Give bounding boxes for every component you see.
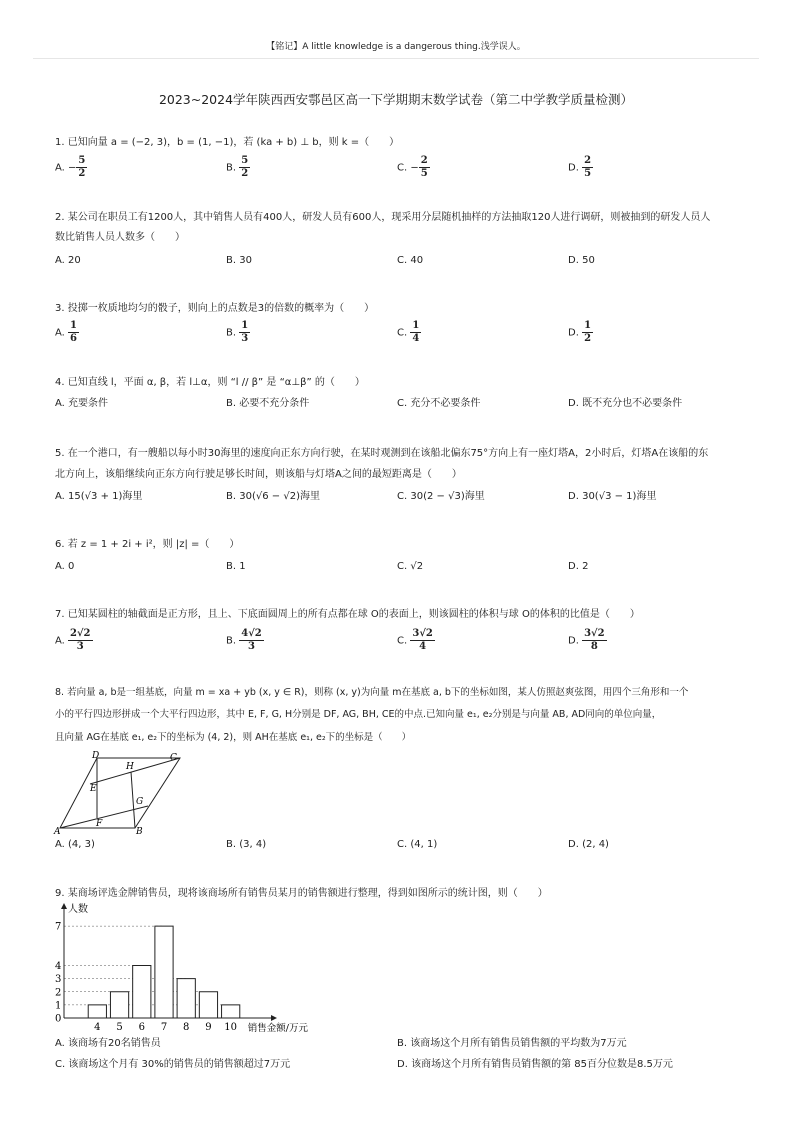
option-sign: − [410, 162, 419, 174]
option-label: B. [226, 561, 237, 572]
x-tick-label: 7 [160, 1022, 168, 1033]
page-title: 2023~2024学年陕西西安鄠邑区高一下学期期末数学试卷（第二中学教学质量检测） [158, 92, 634, 107]
numerator: 1 [241, 320, 249, 331]
outer-parallelogram [60, 758, 180, 828]
option-1a[interactable] [55, 155, 87, 180]
option-9a[interactable] [55, 1037, 161, 1051]
question-6-stem: 6. 若 z = 1 + 2i + i²，则 |z| =（ ） [55, 539, 240, 550]
x-tick-label: 4 [94, 1022, 101, 1033]
question-8-line-2: 小的平行四边形拼成一个大平行四边形，其中 E, F, G, H分别是 DF, AG, BH, CE的中点.已知向量 e₁, e₂分别是与向量 AB, AD同向的单位向量， [55, 709, 662, 720]
question-4-stem: 4. 已知直线 l，平面 α, β，若 l⊥α，则 “l // β” 是 “α⊥β” 的（ ） [55, 377, 365, 388]
option-label: C. [397, 635, 408, 647]
option-5c[interactable] [397, 490, 485, 504]
numerator: 5 [241, 155, 249, 166]
option-7a[interactable] [55, 628, 93, 653]
option-label: C. [397, 491, 408, 502]
x-tick-label: 5 [116, 1022, 123, 1033]
option-label: A. [55, 839, 65, 850]
fraction [410, 628, 435, 653]
option-3a[interactable] [55, 320, 79, 345]
option-2d[interactable] [568, 254, 595, 268]
option-label: C. [397, 398, 408, 409]
option-label: A. [55, 398, 65, 409]
option-text: 30(√6 − √2)海里 [239, 491, 320, 502]
denominator: 5 [584, 168, 592, 179]
parallelogram-figure [52, 748, 187, 836]
option-text: 必要不充分条件 [239, 398, 310, 409]
question-9-stem: 9. 某商场评选金牌销售员，现将该商场所有销售员某月的销售额进行整理，得到如图所示的统计图，则（ ） [55, 888, 548, 899]
option-text: 40 [410, 255, 424, 266]
option-label: C. [397, 255, 408, 266]
option-4a[interactable] [55, 397, 108, 411]
option-7d[interactable] [568, 628, 607, 653]
option-5d[interactable] [568, 490, 656, 504]
option-label: D. [568, 839, 579, 850]
option-text: 该商场这个月所有销售员销售额的第 85百分位数是8.5万元 [411, 1059, 673, 1070]
segment-ce [90, 758, 180, 784]
fraction [239, 155, 250, 180]
option-1d[interactable] [568, 155, 593, 180]
option-text: 0 [68, 561, 75, 572]
option-text: √2 [410, 561, 424, 572]
fraction [239, 320, 250, 345]
histogram-bar [133, 966, 151, 1019]
numerator: 1 [584, 320, 592, 331]
option-6c[interactable] [397, 560, 423, 574]
option-label: B. [226, 255, 237, 266]
option-label: D. [568, 561, 579, 572]
option-label: B. [226, 398, 237, 409]
option-text: 该商场这个月有 30%的销售员的销售额超过7万元 [68, 1059, 291, 1070]
histogram-bar [222, 1005, 240, 1018]
option-label: B. [226, 839, 237, 850]
option-text: 充要条件 [68, 398, 109, 409]
question-3-stem: 3. 投掷一枚质地均匀的骰子，则向上的点数是3的倍数的概率为（ ） [55, 303, 375, 314]
label-e: E [90, 784, 97, 794]
question-5-line-1: 5. 在一个港口，有一艘船以每小时30海里的速度向正东方向行驶，在某时观测到在该船北偏东75°方向上有一座灯塔A，2小时后，灯塔A在该船的东 [55, 448, 709, 459]
option-text: 30(√3 − 1)海里 [582, 491, 657, 502]
option-1c[interactable] [397, 155, 430, 180]
fraction [582, 628, 607, 653]
option-6b[interactable] [226, 560, 246, 574]
option-8c[interactable] [397, 838, 437, 852]
option-label: A. [55, 491, 65, 502]
numerator: 3√2 [584, 628, 605, 639]
label-f: F [96, 819, 103, 829]
y-tick-label: 1 [55, 1000, 62, 1012]
option-5b[interactable] [226, 490, 320, 504]
histogram-layer [55, 902, 308, 1034]
option-text: 20 [68, 255, 81, 266]
y-tick-label: 2 [55, 987, 62, 999]
numerator: 5 [78, 155, 86, 166]
label-b: B [136, 827, 143, 837]
denominator: 5 [420, 168, 428, 179]
option-text: 15(√3 + 1)海里 [68, 491, 143, 502]
option-sign: − [68, 162, 77, 174]
label-c: C [170, 753, 177, 763]
fraction [410, 320, 421, 345]
option-7c[interactable] [397, 628, 435, 653]
x-tick-label: 6 [138, 1022, 145, 1033]
option-2b[interactable] [226, 254, 252, 268]
fraction [582, 155, 593, 180]
question-1-stem: 1. 已知向量 a = (−2, 3)，b = (1, −1)，若 (ka + b) ⊥ b，则 k =（ ） [55, 137, 400, 148]
numerator: 1 [412, 320, 420, 331]
option-2c[interactable] [397, 254, 423, 268]
y-tick-label: 3 [55, 974, 62, 986]
page-motto: 【铭记】A little knowledge is a dangerous thing.浅学误人。 [266, 42, 526, 52]
sales-histogram [50, 900, 308, 1035]
option-8a[interactable] [55, 838, 95, 852]
option-label: A. [55, 327, 65, 339]
question-2-line-1: 2. 某公司在职员工有1200人，其中销售人员有400人，研发人员有600人，现采用分层随机抽样的方法抽取120人进行调研，则被抽到的研发人员人 [55, 212, 711, 223]
option-text: 该商场这个月所有销售员销售额的平均数为7万元 [410, 1038, 627, 1049]
fraction [419, 155, 430, 180]
label-g: G [136, 797, 144, 807]
numerator: 1 [70, 320, 77, 331]
option-label: C. [397, 561, 408, 572]
option-3c[interactable] [397, 320, 421, 345]
label-a: A [54, 827, 61, 837]
option-2a[interactable] [55, 254, 81, 268]
histogram-bar [155, 926, 173, 1018]
option-label: B. [226, 635, 237, 647]
denominator: 2 [584, 333, 592, 344]
option-label: D. [568, 491, 579, 502]
option-label: D. [397, 1059, 408, 1070]
y-tick-label: 4 [55, 961, 62, 972]
option-label: B. [226, 162, 237, 174]
question-5-line-2: 北方向上，该船继续向正东方向行驶足够长时间，则该船与灯塔A之间的最短距离是（ ） [55, 469, 462, 480]
y-axis-title: 人数 [68, 904, 88, 915]
numerator: 3√2 [412, 628, 433, 639]
option-text: (4, 1) [410, 839, 438, 850]
option-text: 30 [239, 255, 252, 266]
fraction [68, 628, 93, 653]
fraction [239, 628, 264, 653]
option-label: C. [55, 1059, 66, 1070]
option-text: (4, 3) [68, 839, 95, 850]
denominator: 3 [76, 641, 84, 652]
option-3d[interactable] [568, 320, 593, 345]
option-text: 1 [239, 561, 246, 572]
option-label: B. [397, 1038, 408, 1049]
fraction [68, 320, 79, 345]
question-8-line-1: 8. 若向量 a, b是一组基底，向量 m = xa + yb (x, y ∈ R)，则称 (x, y)为向量 m在基底 a, b下的坐标如图，某人仿照赵爽弦图，用四个三角形和一个 [55, 687, 689, 698]
denominator: 3 [248, 641, 255, 652]
option-text: 30(2 − √3)海里 [410, 491, 485, 502]
option-label: D. [568, 635, 579, 647]
option-9d[interactable] [397, 1058, 673, 1072]
option-6d[interactable] [568, 560, 588, 574]
fraction [76, 155, 87, 180]
histogram-bar [177, 979, 195, 1018]
option-text: 2 [582, 561, 589, 572]
option-4d[interactable] [568, 397, 682, 411]
option-text: 50 [582, 255, 595, 266]
option-label: A. [55, 635, 65, 647]
x-axis-title: 销售金额/万元 [247, 1023, 308, 1034]
denominator: 3 [241, 333, 249, 344]
histogram-bar [110, 992, 128, 1018]
option-label: D. [568, 327, 579, 339]
denominator: 4 [419, 641, 427, 652]
denominator: 4 [412, 333, 420, 344]
option-8b[interactable] [226, 838, 266, 852]
option-4c[interactable] [397, 397, 480, 411]
option-label: C. [397, 839, 408, 850]
numerator: 4√2 [241, 628, 262, 639]
origin-label: 0 [55, 1013, 62, 1025]
x-tick-label: 10 [224, 1022, 238, 1033]
option-text: (3, 4) [239, 839, 267, 850]
option-label: A. [55, 1038, 65, 1049]
option-label: A. [55, 561, 65, 572]
denominator: 2 [78, 168, 86, 179]
option-text: 该商场有20名销售员 [68, 1038, 161, 1049]
question-2-line-2: 数比销售人员人数多（ ） [55, 232, 185, 243]
fraction [582, 320, 593, 345]
option-9b[interactable] [397, 1037, 627, 1051]
option-3b[interactable] [226, 320, 250, 345]
x-tick-label: 8 [183, 1022, 190, 1033]
option-text: 既不充分也不必要条件 [582, 398, 683, 409]
question-7-stem: 7. 已知某圆柱的轴截面是正方形，且上、下底面圆周上的所有点都在球 O的表面上，则该圆柱的体积与球 O的体积的比值是（ ） [55, 609, 640, 620]
label-d: D [92, 751, 100, 761]
numerator: 2 [584, 155, 592, 166]
denominator: 6 [70, 333, 77, 344]
option-label: A. [55, 255, 65, 266]
option-label: B. [226, 491, 237, 502]
option-label: B. [226, 327, 237, 339]
x-tick-label: 9 [205, 1022, 212, 1033]
numerator: 2√2 [70, 628, 91, 639]
option-label: D. [568, 162, 579, 174]
histogram-bar [88, 1005, 106, 1018]
option-label: D. [568, 255, 579, 266]
option-label: D. [568, 398, 579, 409]
option-label: A. [55, 162, 65, 174]
label-h: H [126, 762, 134, 772]
numerator: 2 [420, 155, 428, 166]
segment-bh [131, 772, 135, 828]
histogram-bar [199, 992, 217, 1018]
option-text: (2, 4) [582, 839, 609, 850]
header-divider [33, 58, 759, 59]
denominator: 8 [590, 641, 598, 652]
option-label: C. [397, 327, 408, 339]
y-tick-label: 7 [55, 921, 62, 933]
option-4b[interactable] [226, 397, 309, 411]
option-1b[interactable] [226, 155, 250, 180]
denominator: 2 [241, 168, 249, 179]
question-8-line-3: 且向量 AG在基底 e₁, e₂下的坐标为 (4, 2)，则 AH在基底 e₁, e₂下的坐标是（ ） [55, 732, 412, 743]
option-label: C. [397, 162, 408, 174]
option-9c[interactable] [55, 1058, 290, 1072]
option-5a[interactable] [55, 490, 142, 504]
option-8d[interactable] [568, 838, 609, 852]
option-6a[interactable] [55, 560, 74, 574]
option-7b[interactable] [226, 628, 264, 653]
option-text: 充分不必要条件 [410, 398, 481, 409]
